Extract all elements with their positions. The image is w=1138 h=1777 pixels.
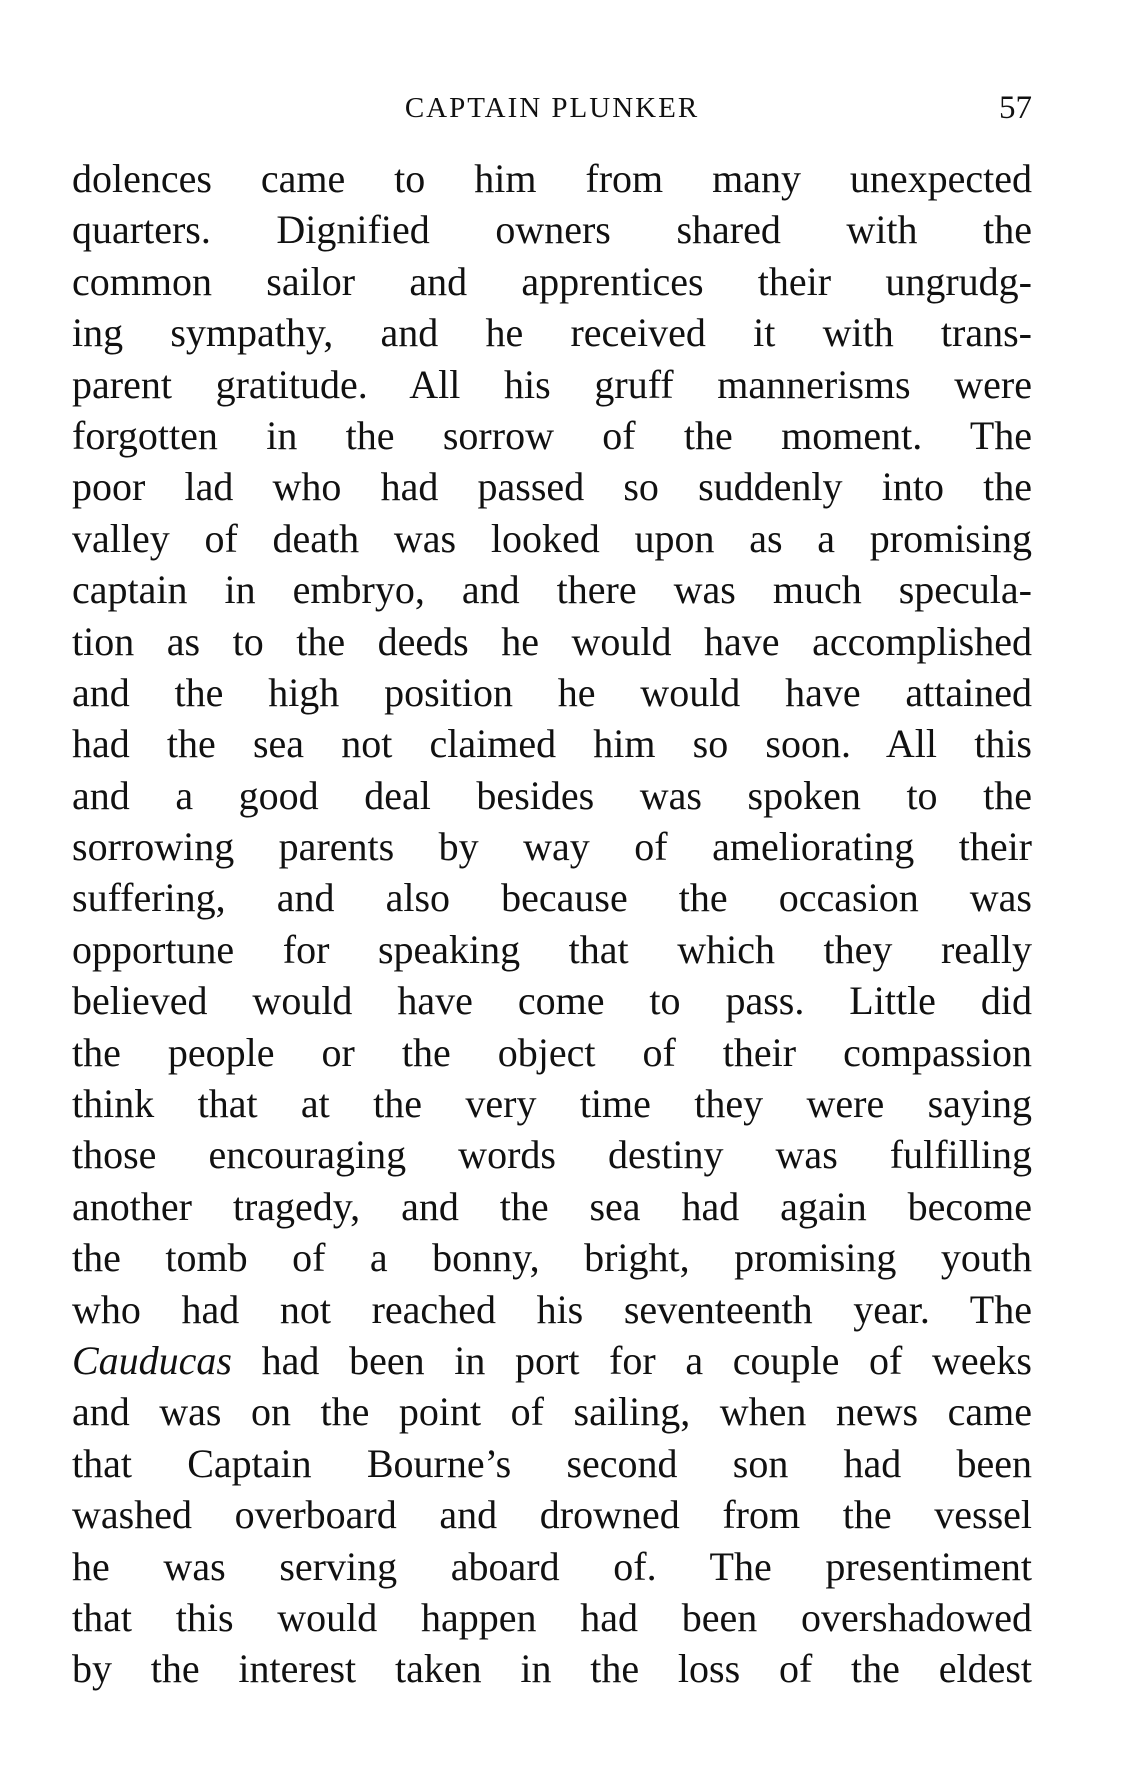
ship-name: Cauducas [72, 1337, 232, 1383]
text-line: that Captain Bourne’s second son had been [72, 1440, 1032, 1486]
text-line: captain in embryo, and there was much specula- [72, 567, 1032, 613]
text-line: ing sympathy, and he received it with trans- [72, 310, 1032, 356]
text-line: sorrowing parents by way of ameliorating their [72, 824, 1032, 870]
text-line: common sailor and apprentices their ungrudg- [72, 258, 1032, 304]
text-line: that this would happen had been overshadowed [72, 1594, 1032, 1640]
text-line-ship-name [72, 1335, 1032, 1386]
text-line: valley of death was looked upon as a promising [72, 515, 1032, 561]
text-line: he was serving aboard of. The presentiment [72, 1543, 1032, 1589]
text-line: and was on the point of sailing, when news came [72, 1389, 1032, 1435]
text-line: and the high position he would have attained [72, 669, 1032, 715]
running-title: CAPTAIN PLUNKER [404, 92, 700, 124]
text-line: another tragedy, and the sea had again become [72, 1183, 1032, 1229]
body-text [72, 153, 1032, 1695]
text-line: and a good deal besides was spoken to the [72, 772, 1032, 818]
text-line: suffering, and also because the occasion was [72, 875, 1032, 921]
text-line: tion as to the deeds he would have accomplished [72, 618, 1032, 664]
text-line: believed would have come to pass. Little did [72, 978, 1032, 1024]
text-line: who had not reached his seventeenth year. The [72, 1286, 1032, 1332]
text-line: by the interest taken in the loss of the eldest [72, 1646, 1032, 1692]
text-line: dolences came to him from many unexpected [72, 156, 1032, 201]
text-line: washed overboard and drowned from the vessel [72, 1492, 1032, 1538]
text-line: poor lad who had passed so suddenly into the [72, 464, 1032, 510]
text-line: the tomb of a bonny, bright, promising youth [72, 1235, 1032, 1281]
text-line: those encouraging words destiny was fulfilling [72, 1132, 1032, 1178]
text-line: parent gratitude. All his gruff mannerisms were [72, 361, 1032, 407]
text-line: the people or the object of their compassion [72, 1029, 1032, 1075]
text-line: quarters. Dignified owners shared with the [72, 207, 1032, 253]
running-head [72, 86, 1032, 130]
text-line: opportune for speaking that which they really [72, 926, 1032, 972]
text-line: forgotten in the sorrow of the moment. The [72, 412, 1032, 458]
page-number: 57 [999, 90, 1032, 126]
text-line: had the sea not claimed him so soon. All this [72, 721, 1032, 767]
text-line: think that at the very time they were saying [72, 1081, 1032, 1127]
text-fragment: had been in port for a couple of weeks [232, 1337, 1032, 1383]
